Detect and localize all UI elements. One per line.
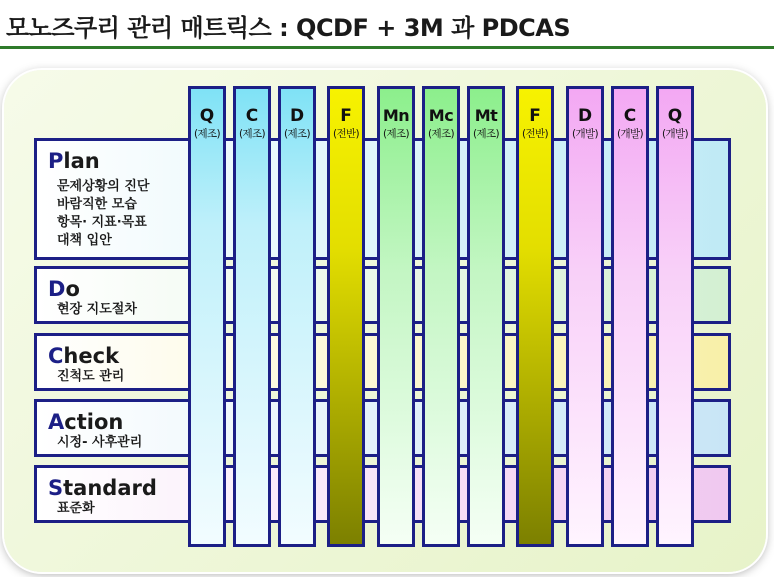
column-scope: (개발) — [571, 128, 599, 140]
description-line: 문제상황의 진단 — [57, 179, 150, 194]
column-q-development — [656, 86, 694, 547]
row-label-standard — [48, 476, 157, 500]
column-code: Mn — [382, 106, 410, 125]
column-scope: (제조) — [283, 128, 311, 140]
row-label-check — [48, 344, 119, 368]
description-line: 시정- 사후관리 — [57, 435, 143, 450]
column-scope: (제조) — [382, 128, 410, 140]
column-code: C — [623, 106, 637, 126]
row-label-plan — [48, 149, 100, 173]
description-line: 대책 입안 — [57, 233, 112, 248]
column-scope: (개발) — [661, 128, 689, 140]
row-label-rest: o — [65, 277, 80, 301]
row-label-rest: tandard — [63, 476, 157, 500]
column-code: Q — [667, 106, 683, 126]
column-scope: (개발) — [616, 128, 644, 140]
row-description-standard — [57, 500, 95, 518]
row-description-check — [57, 368, 124, 386]
column-code: F — [529, 106, 541, 126]
column-code: D — [577, 106, 593, 126]
column-f-overall-2 — [516, 86, 554, 547]
row-initial: A — [48, 410, 65, 434]
column-c-manufacturing — [233, 86, 271, 547]
column-mc-manufacturing — [422, 86, 460, 547]
column-code: D — [289, 106, 305, 126]
column-c-development — [611, 86, 649, 547]
row-label-do — [48, 277, 80, 301]
description-line: 현장 지도절차 — [57, 302, 137, 317]
column-code: Q — [199, 106, 215, 126]
column-code: Mc — [428, 106, 454, 125]
column-scope: (제조) — [427, 128, 455, 140]
row-label-rest: ction — [64, 410, 124, 434]
description-line: 바람직한 모습 — [57, 197, 137, 212]
title-underline — [0, 46, 774, 49]
column-scope: (전반) — [332, 128, 360, 140]
page-title: 모노즈쿠리 관리 매트릭스 : QCDF + 3M 과 PDCAS — [6, 14, 571, 42]
row-initial: S — [48, 476, 64, 500]
column-scope: (제조) — [472, 128, 500, 140]
row-label-rest: heck — [63, 344, 120, 368]
row-description-action — [57, 434, 142, 452]
column-scope: (제조) — [193, 128, 221, 140]
column-q-manufacturing — [188, 86, 226, 547]
column-d-development — [566, 86, 604, 547]
column-code: C — [245, 106, 259, 126]
row-initial: C — [48, 344, 64, 368]
column-mt-manufacturing — [467, 86, 505, 547]
column-d-manufacturing — [278, 86, 316, 547]
column-code: Mt — [474, 106, 498, 125]
description-line: 진척도 관리 — [57, 369, 125, 384]
column-mn-manufacturing — [377, 86, 415, 547]
column-f-overall — [327, 86, 365, 547]
description-line: 표준화 — [57, 501, 95, 516]
description-line: 항목· 지표·목표 — [57, 215, 147, 230]
row-initial: P — [48, 149, 64, 173]
row-label-action — [48, 410, 123, 434]
row-initial: D — [48, 277, 66, 301]
column-scope: (제조) — [238, 128, 266, 140]
column-scope: (전반) — [521, 128, 549, 140]
row-description-plan — [57, 178, 149, 250]
column-code: F — [340, 106, 352, 126]
row-label-rest: lan — [63, 149, 100, 173]
row-description-do — [57, 301, 137, 319]
